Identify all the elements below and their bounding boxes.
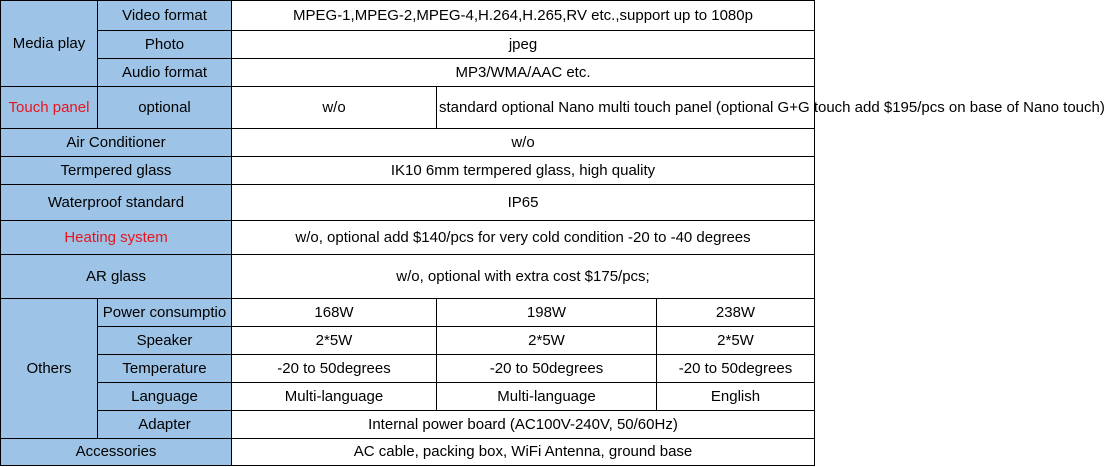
temperature-value-2: -20 to 50degrees — [437, 355, 657, 383]
media-play-label: Media play — [1, 1, 98, 87]
power-value-2: 198W — [437, 299, 657, 327]
temperature-value-1: -20 to 50degrees — [232, 355, 437, 383]
tempered-glass-label: Termpered glass — [1, 157, 232, 185]
power-value-1: 168W — [232, 299, 437, 327]
row-adapter — [1, 411, 815, 439]
photo-label: Photo — [98, 31, 232, 59]
photo-value: jpeg — [232, 31, 815, 59]
audio-format-label: Audio format — [98, 59, 232, 87]
speaker-value-3: 2*5W — [657, 327, 815, 355]
heating-system-value: w/o, optional add $140/pcs for very cold condition -20 to -40 degrees — [232, 221, 815, 255]
row-ar-glass — [1, 255, 815, 299]
touch-panel-value-a: w/o — [232, 87, 437, 129]
video-format-label: Video format — [98, 1, 232, 31]
ar-glass-label: AR glass — [1, 255, 232, 299]
row-waterproof — [1, 185, 815, 221]
touch-panel-label: Touch panel — [1, 87, 98, 129]
language-value-1: Multi-language — [232, 383, 437, 411]
row-tempered-glass — [1, 157, 815, 185]
audio-format-value: MP3/WMA/AAC etc. — [232, 59, 815, 87]
speaker-value-1: 2*5W — [232, 327, 437, 355]
air-conditioner-value: w/o — [232, 129, 815, 157]
tempered-glass-value: IK10 6mm termpered glass, high quality — [232, 157, 815, 185]
language-label: Language — [98, 383, 232, 411]
row-audio-format — [1, 59, 815, 87]
power-consumption-label: Power consumptio — [98, 299, 232, 327]
speaker-label: Speaker — [98, 327, 232, 355]
row-air-conditioner — [1, 129, 815, 157]
accessories-label: Accessories — [1, 439, 232, 466]
row-accessories — [1, 439, 815, 466]
touch-panel-value-b: standard optional Nano multi touch panel (optional G+G touch add $195/pcs on base of Nano touch) — [437, 87, 815, 129]
row-power-consumption — [1, 299, 815, 327]
accessories-value: AC cable, packing box, WiFi Antenna, ground base — [232, 439, 815, 466]
row-speaker — [1, 327, 815, 355]
touch-panel-sub-label: optional — [98, 87, 232, 129]
language-value-3: English — [657, 383, 815, 411]
air-conditioner-label: Air Conditioner — [1, 129, 232, 157]
ar-glass-value: w/o, optional with extra cost $175/pcs; — [232, 255, 815, 299]
power-value-3: 238W — [657, 299, 815, 327]
row-touch-panel — [1, 87, 815, 129]
adapter-value: Internal power board (AC100V-240V, 50/60Hz) — [232, 411, 815, 439]
row-temperature — [1, 355, 815, 383]
adapter-label: Adapter — [98, 411, 232, 439]
speaker-value-2: 2*5W — [437, 327, 657, 355]
row-video-format — [1, 1, 815, 31]
row-language — [1, 383, 815, 411]
video-format-value: MPEG-1,MPEG-2,MPEG-4,H.264,H.265,RV etc.,support up to 1080p — [232, 1, 815, 31]
temperature-value-3: -20 to 50degrees — [657, 355, 815, 383]
language-value-2: Multi-language — [437, 383, 657, 411]
waterproof-label: Waterproof standard — [1, 185, 232, 221]
row-heating-system — [1, 221, 815, 255]
others-label: Others — [1, 299, 98, 439]
heating-system-label: Heating system — [1, 221, 232, 255]
row-photo — [1, 31, 815, 59]
temperature-label: Temperature — [98, 355, 232, 383]
waterproof-value: IP65 — [232, 185, 815, 221]
